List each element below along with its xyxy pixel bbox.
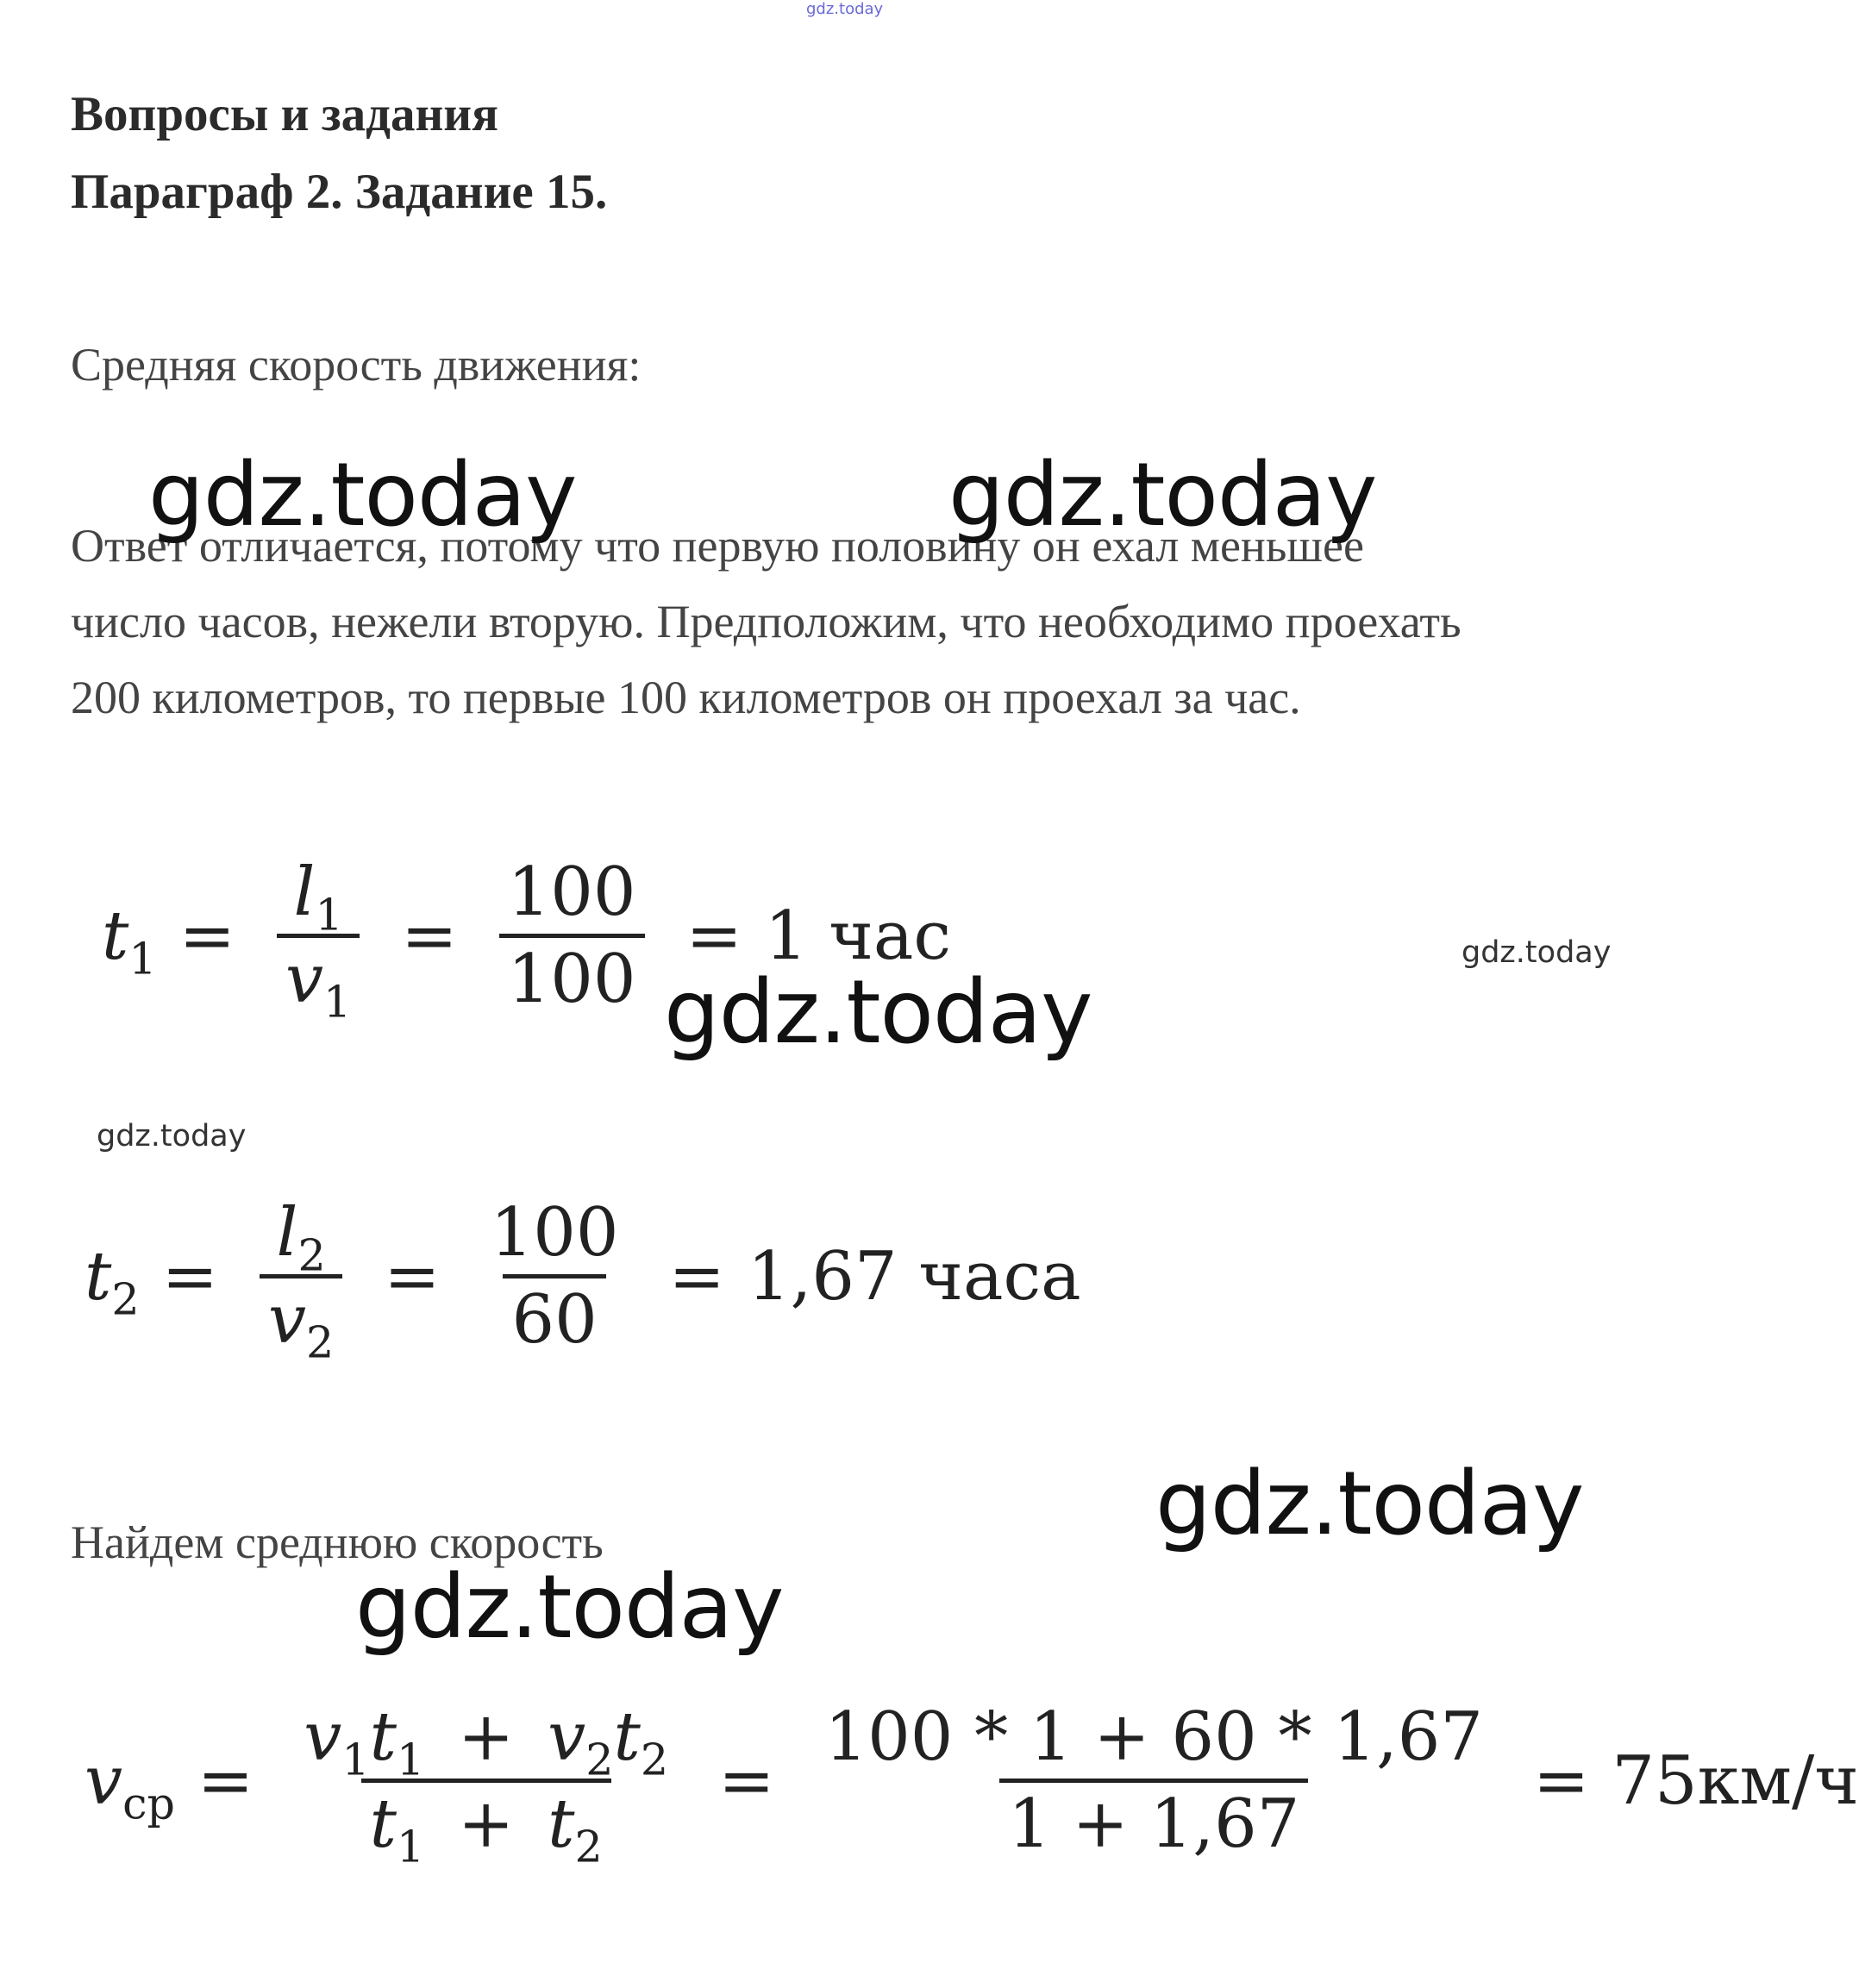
formula-t2-result: 1,67 часа: [747, 1238, 1081, 1316]
answer-line-2: число часов, нежели вторую. Предположим, что необходимо проехать: [71, 596, 1462, 647]
task-heading: Параграф 2. Задание 15.: [71, 165, 608, 219]
formula-vavg-result: 75км/ч: [1612, 1742, 1859, 1821]
formula-t2-lhs: $t_2$: [84, 1238, 140, 1326]
fraction-values-vavg: $\frac{100 * 1 + 60 * 1,67}{1 + 1,67}$: [824, 1698, 1484, 1863]
fraction-l1-v1: $\frac{l_1}{v_1}$: [277, 858, 360, 1016]
watermark-4: gdz.today: [1462, 935, 1612, 970]
watermark-6: gdz.today: [1155, 1453, 1584, 1555]
watermark-top: gdz.today: [806, 0, 884, 18]
formula-t1: $t_1$ = $\frac{l_1}{v_1}$ = $\frac{100}{100}$ = 1 час: [102, 853, 952, 1028]
fraction-l2-v2: $\frac{l_2}{v_2}$: [260, 1198, 342, 1356]
watermark-5: gdz.today: [97, 1119, 247, 1153]
formula-t1-lhs: $t_1$: [102, 897, 157, 985]
answer-line-1: Ответ отличается, потому что первую половину он ехал меньшее: [71, 520, 1364, 572]
find-average-text: Найдем среднюю скорость: [71, 1516, 604, 1568]
watermark-1: gdz.today: [148, 444, 577, 547]
section-heading: Вопросы и задания: [71, 87, 498, 141]
watermark-2: gdz.today: [948, 444, 1377, 547]
intro-text: Средняя скорость движения:: [71, 339, 642, 391]
fraction-values-2: $\frac{100}{60}$: [490, 1194, 619, 1359]
formula-t2: $t_2$ = $\frac{l_2}{v_2}$ = $\frac{100}{60}$ = 1,67 часа: [84, 1194, 1081, 1368]
formula-vavg: $v_{ср}$ = $\frac{v_1t_1 + v_2t_2}{t_1 + t_2}$ = $\frac{100 * 1 + 60 * 1,67}{1 + 1,67}$ = 75км/ч: [84, 1698, 1859, 1872]
answer-line-3: 200 километров, то первые 100 километров он проехал за час.: [71, 672, 1301, 723]
formula-vavg-lhs: $v_{ср}$: [84, 1742, 175, 1830]
fraction-values-1: $\frac{100}{100}$: [499, 858, 645, 1016]
formula-t1-result: 1 час: [764, 897, 952, 976]
watermark-7: gdz.today: [355, 1556, 784, 1659]
watermark-3: gdz.today: [664, 961, 1092, 1064]
fraction-symbolic-vavg: $\frac{v_1t_1 + v_2t_2}{t_1 + t_2}$: [304, 1698, 669, 1872]
